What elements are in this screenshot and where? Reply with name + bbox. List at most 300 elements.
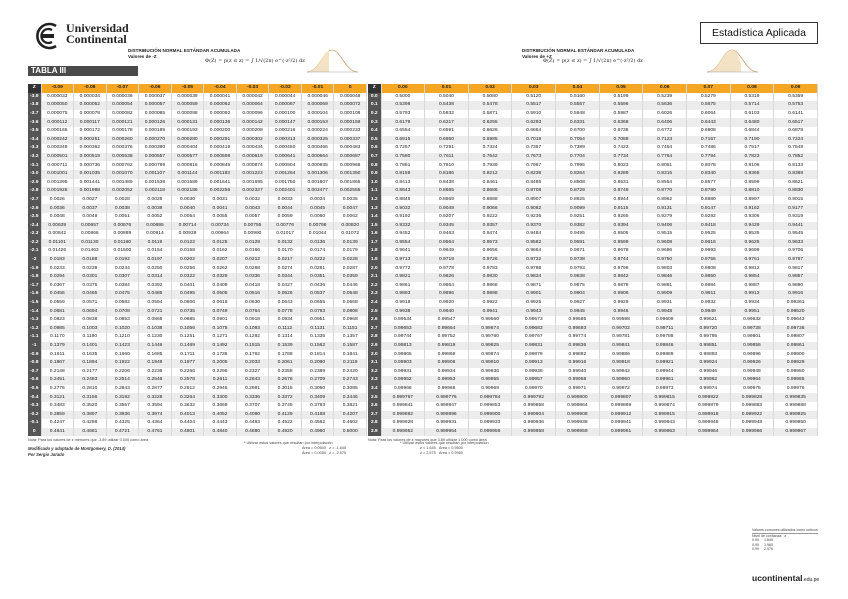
right-value-cell: 0.9925: [512, 299, 556, 308]
right-value-cell: 0.99874: [468, 350, 512, 359]
right-value-cell: 0.99969: [468, 385, 512, 394]
right-value-cell: 0.7910: [425, 161, 469, 170]
right-note: Nota: Para los valores de z mayores que 3.89 utilizar 1.000 como área: [368, 438, 487, 442]
left-value-cell: 0.4641: [41, 428, 74, 437]
right-value-cell: 0.9761: [730, 256, 774, 265]
right-value-cell: 0.999966: [730, 428, 774, 437]
right-value-cell: 0.5199: [599, 93, 643, 102]
right-value-cell: 0.99960: [599, 376, 643, 385]
left-value-cell: 0.4013: [171, 411, 204, 420]
right-value-cell: 0.6628: [468, 127, 512, 136]
right-value-cell: 0.5832: [425, 110, 469, 119]
left-value-cell: 0.001144: [171, 170, 204, 179]
right-value-cell: 0.6879: [774, 127, 818, 136]
right-value-cell: 0.8830: [774, 187, 818, 196]
left-value-cell: 0.000664: [301, 153, 334, 162]
left-value-cell: 0.2578: [171, 376, 204, 385]
left-value-cell: 0.3557: [106, 402, 139, 411]
left-value-cell: 0.0951: [301, 316, 334, 325]
footer-brand: [752, 573, 819, 583]
right-z-cell: 0.0: [368, 93, 381, 102]
left-value-cell: 0.1977: [171, 359, 204, 368]
left-value-cell: 0.00964: [204, 230, 237, 239]
left-value-cell: 0.0054: [171, 213, 204, 222]
left-value-cell: 0.000100: [269, 110, 302, 119]
right-value-cell: 0.99760: [468, 333, 512, 342]
right-value-cell: 0.6664: [512, 127, 556, 136]
left-value-cell: 0.4522: [269, 419, 302, 428]
right-value-cell: 0.7549: [774, 144, 818, 153]
left-normal-curve-icon: [305, 46, 360, 74]
left-value-cell: 0.000711: [41, 161, 74, 170]
left-value-cell: 0.00820: [334, 222, 367, 231]
left-value-cell: 0.2483: [74, 376, 107, 385]
left-value-cell: 0.1788: [269, 350, 302, 359]
table-row: [28, 325, 367, 334]
left-value-cell: 0.3669: [204, 402, 237, 411]
left-value-cell: 0.000136: [204, 118, 237, 127]
right-value-cell: 0.9049: [425, 204, 469, 213]
right-value-cell: 0.7019: [512, 136, 556, 145]
left-value-cell: 0.1314: [269, 333, 302, 342]
table-row: [28, 110, 367, 119]
right-value-cell: 0.9817: [774, 264, 818, 273]
critical-header-a: Nivel de confianza: [752, 533, 782, 538]
left-value-cell: 0.0228: [334, 256, 367, 265]
right-value-cell: 0.99942: [599, 368, 643, 377]
left-value-cell: 0.000233: [334, 127, 367, 136]
right-value-cell: 0.9357: [468, 222, 512, 231]
right-value-cell: 0.9015: [774, 196, 818, 205]
university-name-line2: Continental: [66, 32, 127, 46]
right-z-cell: 2.9: [368, 342, 381, 351]
left-value-cell: 0.001350: [334, 170, 367, 179]
right-value-cell: 0.99950: [774, 368, 818, 377]
right-value-cell: 0.9864: [425, 282, 469, 291]
left-value-cell: 0.4404: [171, 419, 204, 428]
right-z-cell: 1.1: [368, 187, 381, 196]
right-z-cell: 2.7: [368, 325, 381, 334]
right-value-cell: 0.99728: [730, 325, 774, 334]
right-value-cell: 0.9678: [599, 247, 643, 256]
left-value-cell: 0.0618: [204, 299, 237, 308]
left-value-cell: 0.00939: [171, 230, 204, 239]
table-row: [28, 247, 367, 256]
right-value-cell: 0.99958: [556, 376, 600, 385]
left-value-cell: 0.0055: [204, 213, 237, 222]
right-value-cell: 0.99720: [686, 325, 730, 334]
right-value-cell: 0.8133: [774, 161, 818, 170]
left-value-cell: 0.01463: [74, 247, 107, 256]
right-value-cell: 0.9452: [381, 230, 425, 239]
table-row: [368, 376, 818, 385]
right-value-cell: 0.5438: [425, 101, 469, 110]
left-value-cell: 0.1711: [171, 350, 204, 359]
right-value-cell: 0.7673: [512, 153, 556, 162]
left-value-cell: 0.0446: [334, 282, 367, 291]
right-value-cell: 0.99598: [599, 316, 643, 325]
table-row: [368, 359, 818, 368]
right-value-cell: 0.7357: [512, 144, 556, 153]
right-value-cell: 0.999952: [381, 428, 425, 437]
right-z-cell: 1.2: [368, 196, 381, 205]
right-value-cell: 0.9686: [643, 247, 687, 256]
left-value-cell: 0.3085: [334, 385, 367, 394]
left-interpolation-note: [244, 441, 346, 456]
right-value-cell: 0.9756: [686, 256, 730, 265]
left-value-cell: 0.0735: [171, 307, 204, 316]
right-value-cell: 0.9946: [599, 307, 643, 316]
left-value-cell: 0.000483: [334, 144, 367, 153]
left-value-cell: 0.001750: [269, 179, 302, 188]
left-value-cell: 0.3707: [236, 402, 269, 411]
right-value-cell: 0.6554: [381, 127, 425, 136]
left-value-cell: 0.1357: [334, 333, 367, 342]
right-value-cell: 0.6331: [556, 118, 600, 127]
table-row: [28, 411, 367, 420]
right-value-cell: 0.7611: [425, 153, 469, 162]
left-value-cell: 0.0045: [301, 204, 334, 213]
right-z-cell: 3.3: [368, 376, 381, 385]
footer-brand-main: ucontinental: [752, 573, 803, 583]
table-row: [28, 299, 367, 308]
left-value-cell: 0.3483: [41, 402, 74, 411]
left-value-cell: 0.1075: [204, 325, 237, 334]
right-value-cell: 0.9671: [556, 247, 600, 256]
left-value-cell: 0.4052: [204, 411, 237, 420]
table-row: [368, 325, 818, 334]
right-value-cell: 0.9484: [512, 230, 556, 239]
left-value-cell: 0.0048: [41, 213, 74, 222]
left-value-cell: 0.0392: [139, 282, 172, 291]
right-value-cell: 0.8599: [730, 179, 774, 188]
left-value-cell: 0.1401: [74, 342, 107, 351]
right-value-cell: 0.5120: [512, 93, 556, 102]
left-value-cell: 0.0256: [171, 264, 204, 273]
left-value-cell: 0.4090: [236, 411, 269, 420]
left-value-cell: 0.2358: [269, 368, 302, 377]
table-row: [28, 342, 367, 351]
left-value-cell: 0.0125: [204, 239, 237, 248]
right-value-cell: 0.8869: [425, 196, 469, 205]
left-value-cell: 0.0217: [269, 256, 302, 265]
left-value-cell: 0.0526: [269, 290, 302, 299]
critical-z: 1.645: [764, 538, 773, 543]
left-z-cell: -2.3: [28, 230, 41, 239]
left-value-cell: 0.0559: [41, 299, 74, 308]
left-value-cell: 0.0030: [171, 196, 204, 205]
right-value-cell: 0.9861: [381, 282, 425, 291]
right-value-cell: 0.9236: [512, 213, 556, 222]
right-value-cell: 0.99965: [774, 376, 818, 385]
left-value-cell: 0.0582: [106, 299, 139, 308]
table-row: [368, 333, 818, 342]
right-value-cell: 0.9932: [686, 299, 730, 308]
left-value-cell: 0.000251: [74, 136, 107, 145]
right-value-cell: 0.99893: [686, 350, 730, 359]
right-value-cell: 0.999874: [643, 402, 687, 411]
left-value-cell: 0.000052: [74, 101, 107, 110]
right-value-cell: 0.7224: [774, 136, 818, 145]
table-row: [368, 256, 818, 265]
left-value-cell: 0.000434: [236, 144, 269, 153]
left-value-cell: 0.4721: [106, 428, 139, 437]
left-value-cell: 0.000159: [334, 118, 367, 127]
left-z-cell: -0.9: [28, 350, 41, 359]
table-row: [28, 101, 367, 110]
left-value-cell: 0.000112: [41, 118, 74, 127]
right-value-cell: 0.8051: [643, 161, 687, 170]
left-value-cell: 0.2090: [301, 359, 334, 368]
left-value-cell: 0.0885: [171, 316, 204, 325]
left-z-cell: -2.9: [28, 179, 41, 188]
right-z-cell: 2.5: [368, 307, 381, 316]
left-value-cell: 0.000935: [301, 161, 334, 170]
right-value-cell: 0.9625: [730, 239, 774, 248]
left-value-cell: 0.000092: [204, 110, 237, 119]
right-z-cell: 3.6: [368, 402, 381, 411]
left-value-cell: 0.0026: [41, 196, 74, 205]
right-value-cell: 0.9706: [774, 247, 818, 256]
left-value-cell: 0.0262: [204, 264, 237, 273]
left-interp-a-area: Área = 0.0500: [302, 446, 326, 450]
left-value-cell: 0.4761: [139, 428, 172, 437]
right-value-cell: 0.9949: [686, 307, 730, 316]
right-value-cell: 0.8907: [512, 196, 556, 205]
right-value-cell: 0.9744: [599, 256, 643, 265]
right-z-cell: 2.3: [368, 290, 381, 299]
right-value-cell: 0.9082: [512, 204, 556, 213]
left-value-cell: 0.1020: [106, 325, 139, 334]
right-value-cell: 0.8365: [730, 170, 774, 179]
left-z-cell: -2.5: [28, 213, 41, 222]
left-value-cell: 0.0032: [236, 196, 269, 205]
left-value-cell: 0.1492: [204, 342, 237, 351]
left-value-cell: 0.000033: [41, 93, 74, 102]
right-value-cell: 0.9913: [730, 290, 774, 299]
right-value-cell: 0.999956: [468, 428, 512, 437]
left-value-cell: 0.001926: [41, 187, 74, 196]
left-value-cell: 0.4880: [236, 428, 269, 437]
left-value-cell: 0.0035: [334, 196, 367, 205]
right-value-cell: 0.9192: [381, 213, 425, 222]
left-value-cell: 0.2119: [334, 359, 367, 368]
right-value-cell: 0.9738: [556, 256, 600, 265]
left-value-cell: 0.000034: [74, 93, 107, 102]
table-row: [368, 393, 818, 402]
left-value-cell: 0.2546: [139, 376, 172, 385]
right-value-cell: 0.9834: [512, 273, 556, 282]
right-value-cell: 0.99975: [730, 385, 774, 394]
left-value-cell: 0.000075: [41, 110, 74, 119]
left-value-cell: 0.000039: [171, 93, 204, 102]
left-value-cell: 0.3936: [106, 411, 139, 420]
critical-z: 1.960: [764, 542, 773, 547]
critical-z: 2.576: [764, 547, 773, 552]
right-value-cell: 0.9693: [686, 247, 730, 256]
right-value-cell: 0.8849: [381, 196, 425, 205]
credit-line-2: Por Sergio Jurado: [28, 452, 65, 457]
right-value-cell: 0.5871: [468, 110, 512, 119]
right-value-cell: 0.99882: [556, 350, 600, 359]
left-value-cell: 0.000088: [171, 110, 204, 119]
right-value-cell: 0.8944: [599, 196, 643, 205]
left-value-cell: 0.2643: [236, 376, 269, 385]
right-value-cell: 0.99955: [468, 376, 512, 385]
right-z-cell: 3.8: [368, 419, 381, 428]
right-value-cell: 0.8962: [643, 196, 687, 205]
left-z-cell: -1.2: [28, 325, 41, 334]
right-value-cell: 0.9732: [512, 256, 556, 265]
left-z-cell: -2.1: [28, 247, 41, 256]
left-value-cell: 0.0268: [236, 264, 269, 273]
right-value-cell: 0.9664: [512, 247, 556, 256]
right-value-cell: 0.9767: [774, 256, 818, 265]
left-value-cell: 0.000270: [139, 136, 172, 145]
left-value-cell: 0.00776: [269, 222, 302, 231]
left-value-cell: 0.3974: [139, 411, 172, 420]
right-header-cell: 0.05: [599, 84, 643, 93]
left-value-cell: 0.000968: [334, 161, 367, 170]
left-value-cell: 0.0166: [236, 247, 269, 256]
left-value-cell: 0.0594: [139, 299, 172, 308]
left-value-cell: 0.3745: [269, 402, 302, 411]
left-value-cell: 0.0681: [41, 307, 74, 316]
right-value-cell: 0.999822: [686, 393, 730, 402]
left-value-cell: 0.01017: [269, 230, 302, 239]
right-value-cell: 0.9938: [381, 307, 425, 316]
right-value-cell: 0.7704: [556, 153, 600, 162]
table-row: [28, 222, 367, 231]
right-value-cell: 0.9931: [643, 299, 687, 308]
right-header-cell: 0.09: [774, 84, 818, 93]
left-value-cell: 0.0183: [41, 256, 74, 265]
right-value-cell: 0.6736: [599, 127, 643, 136]
right-z-cell: 0.1: [368, 101, 381, 110]
left-value-cell: 0.4483: [236, 419, 269, 428]
left-value-cell: 0.000082: [106, 110, 139, 119]
left-value-cell: 0.1423: [106, 342, 139, 351]
left-value-cell: 0.0057: [236, 213, 269, 222]
left-value-cell: 0.3897: [74, 411, 107, 420]
left-value-cell: 0.0062: [334, 213, 367, 222]
right-header-cell: 0.08: [730, 84, 774, 93]
left-z-cell: -1.3: [28, 316, 41, 325]
left-value-cell: 0.0307: [106, 273, 139, 282]
left-value-cell: 0.0037: [74, 204, 107, 213]
left-value-cell: 0.3192: [106, 393, 139, 402]
table-row: [368, 170, 818, 179]
right-header-cell: 0.03: [512, 84, 556, 93]
table-row: [368, 136, 818, 145]
right-value-cell: 0.9147: [686, 204, 730, 213]
right-value-cell: 0.999908: [556, 411, 600, 420]
left-title-text: DISTRIBUCIÓN NORMAL ESTÁNDAR ACUMULADA: [128, 48, 241, 53]
left-value-cell: 0.000142: [236, 118, 269, 127]
left-z-cell: -3.0: [28, 170, 41, 179]
left-value-cell: 0.00714: [171, 222, 204, 231]
left-value-cell: 0.0721: [139, 307, 172, 316]
right-value-cell: 0.5080: [468, 93, 512, 102]
left-header-cell: -0.09: [41, 84, 74, 93]
right-z-cell: 3.5: [368, 393, 381, 402]
right-value-cell: 0.8485: [512, 179, 556, 188]
right-z-cell: 2.4: [368, 299, 381, 308]
right-value-cell: 0.999922: [730, 411, 774, 420]
right-value-cell: 0.99970: [512, 385, 556, 394]
left-value-cell: 0.1112: [269, 325, 302, 334]
left-value-cell: 0.001489: [106, 179, 139, 188]
left-value-cell: 0.000762: [106, 161, 139, 170]
left-value-cell: 0.1170: [41, 333, 74, 342]
right-value-cell: 0.9821: [381, 273, 425, 282]
right-value-cell: 0.9798: [599, 264, 643, 273]
left-value-cell: 0.001395: [41, 179, 74, 188]
table-row: [368, 264, 818, 273]
right-value-cell: 0.9656: [468, 247, 512, 256]
left-value-cell: 0.0041: [204, 204, 237, 213]
right-value-cell: 0.99918: [599, 359, 643, 368]
right-value-cell: 0.9582: [512, 239, 556, 248]
right-z-cell: 1.7: [368, 239, 381, 248]
left-value-cell: 0.000874: [236, 161, 269, 170]
right-value-cell: 0.9345: [425, 222, 469, 231]
right-value-cell: 0.7389: [556, 144, 600, 153]
right-value-cell: 0.5398: [381, 101, 425, 110]
table-row: [368, 230, 818, 239]
right-value-cell: 0.999931: [425, 419, 469, 428]
left-z-cell: -1.7: [28, 282, 41, 291]
right-value-cell: 0.8340: [686, 170, 730, 179]
right-value-cell: 0.6985: [468, 136, 512, 145]
right-value-cell: 0.6406: [643, 118, 687, 127]
right-value-cell: 0.9222: [468, 213, 512, 222]
right-value-cell: 0.99953: [425, 376, 469, 385]
left-value-cell: 0.01130: [74, 239, 107, 248]
left-value-cell: 0.000072: [334, 101, 367, 110]
right-value-cell: 0.99968: [425, 385, 469, 394]
left-value-cell: 0.0322: [171, 273, 204, 282]
right-value-cell: 0.6103: [730, 110, 774, 119]
left-value-cell: 0.2177: [74, 368, 107, 377]
right-value-cell: 0.9887: [730, 282, 774, 291]
right-value-cell: 0.99924: [686, 359, 730, 368]
table-row: [28, 385, 367, 394]
table-row: [368, 93, 818, 102]
left-value-cell: 0.000450: [269, 144, 302, 153]
left-value-cell: 0.0495: [171, 290, 204, 299]
right-value-cell: 0.5987: [599, 110, 643, 119]
right-value-cell: 0.99946: [686, 368, 730, 377]
left-value-cell: 0.0274: [269, 264, 302, 273]
left-value-cell: 0.2810: [74, 385, 107, 394]
left-value-cell: 0.001695: [236, 179, 269, 188]
table-row: [368, 153, 818, 162]
right-value-cell: 0.999938: [556, 419, 600, 428]
left-value-cell: 0.000337: [334, 136, 367, 145]
right-header-cell: 0.00: [381, 84, 425, 93]
right-value-cell: 0.99520: [774, 307, 818, 316]
right-value-cell: 0.99900: [774, 350, 818, 359]
left-value-cell: 0.000062: [204, 101, 237, 110]
left-value-cell: 0.4801: [171, 428, 204, 437]
right-value-cell: 0.99621: [686, 316, 730, 325]
right-value-cell: 0.7454: [643, 144, 687, 153]
left-value-cell: 0.000044: [269, 93, 302, 102]
right-value-cell: 0.7486: [686, 144, 730, 153]
right-value-cell: 0.9641: [381, 247, 425, 256]
right-value-cell: 0.99961: [643, 376, 687, 385]
